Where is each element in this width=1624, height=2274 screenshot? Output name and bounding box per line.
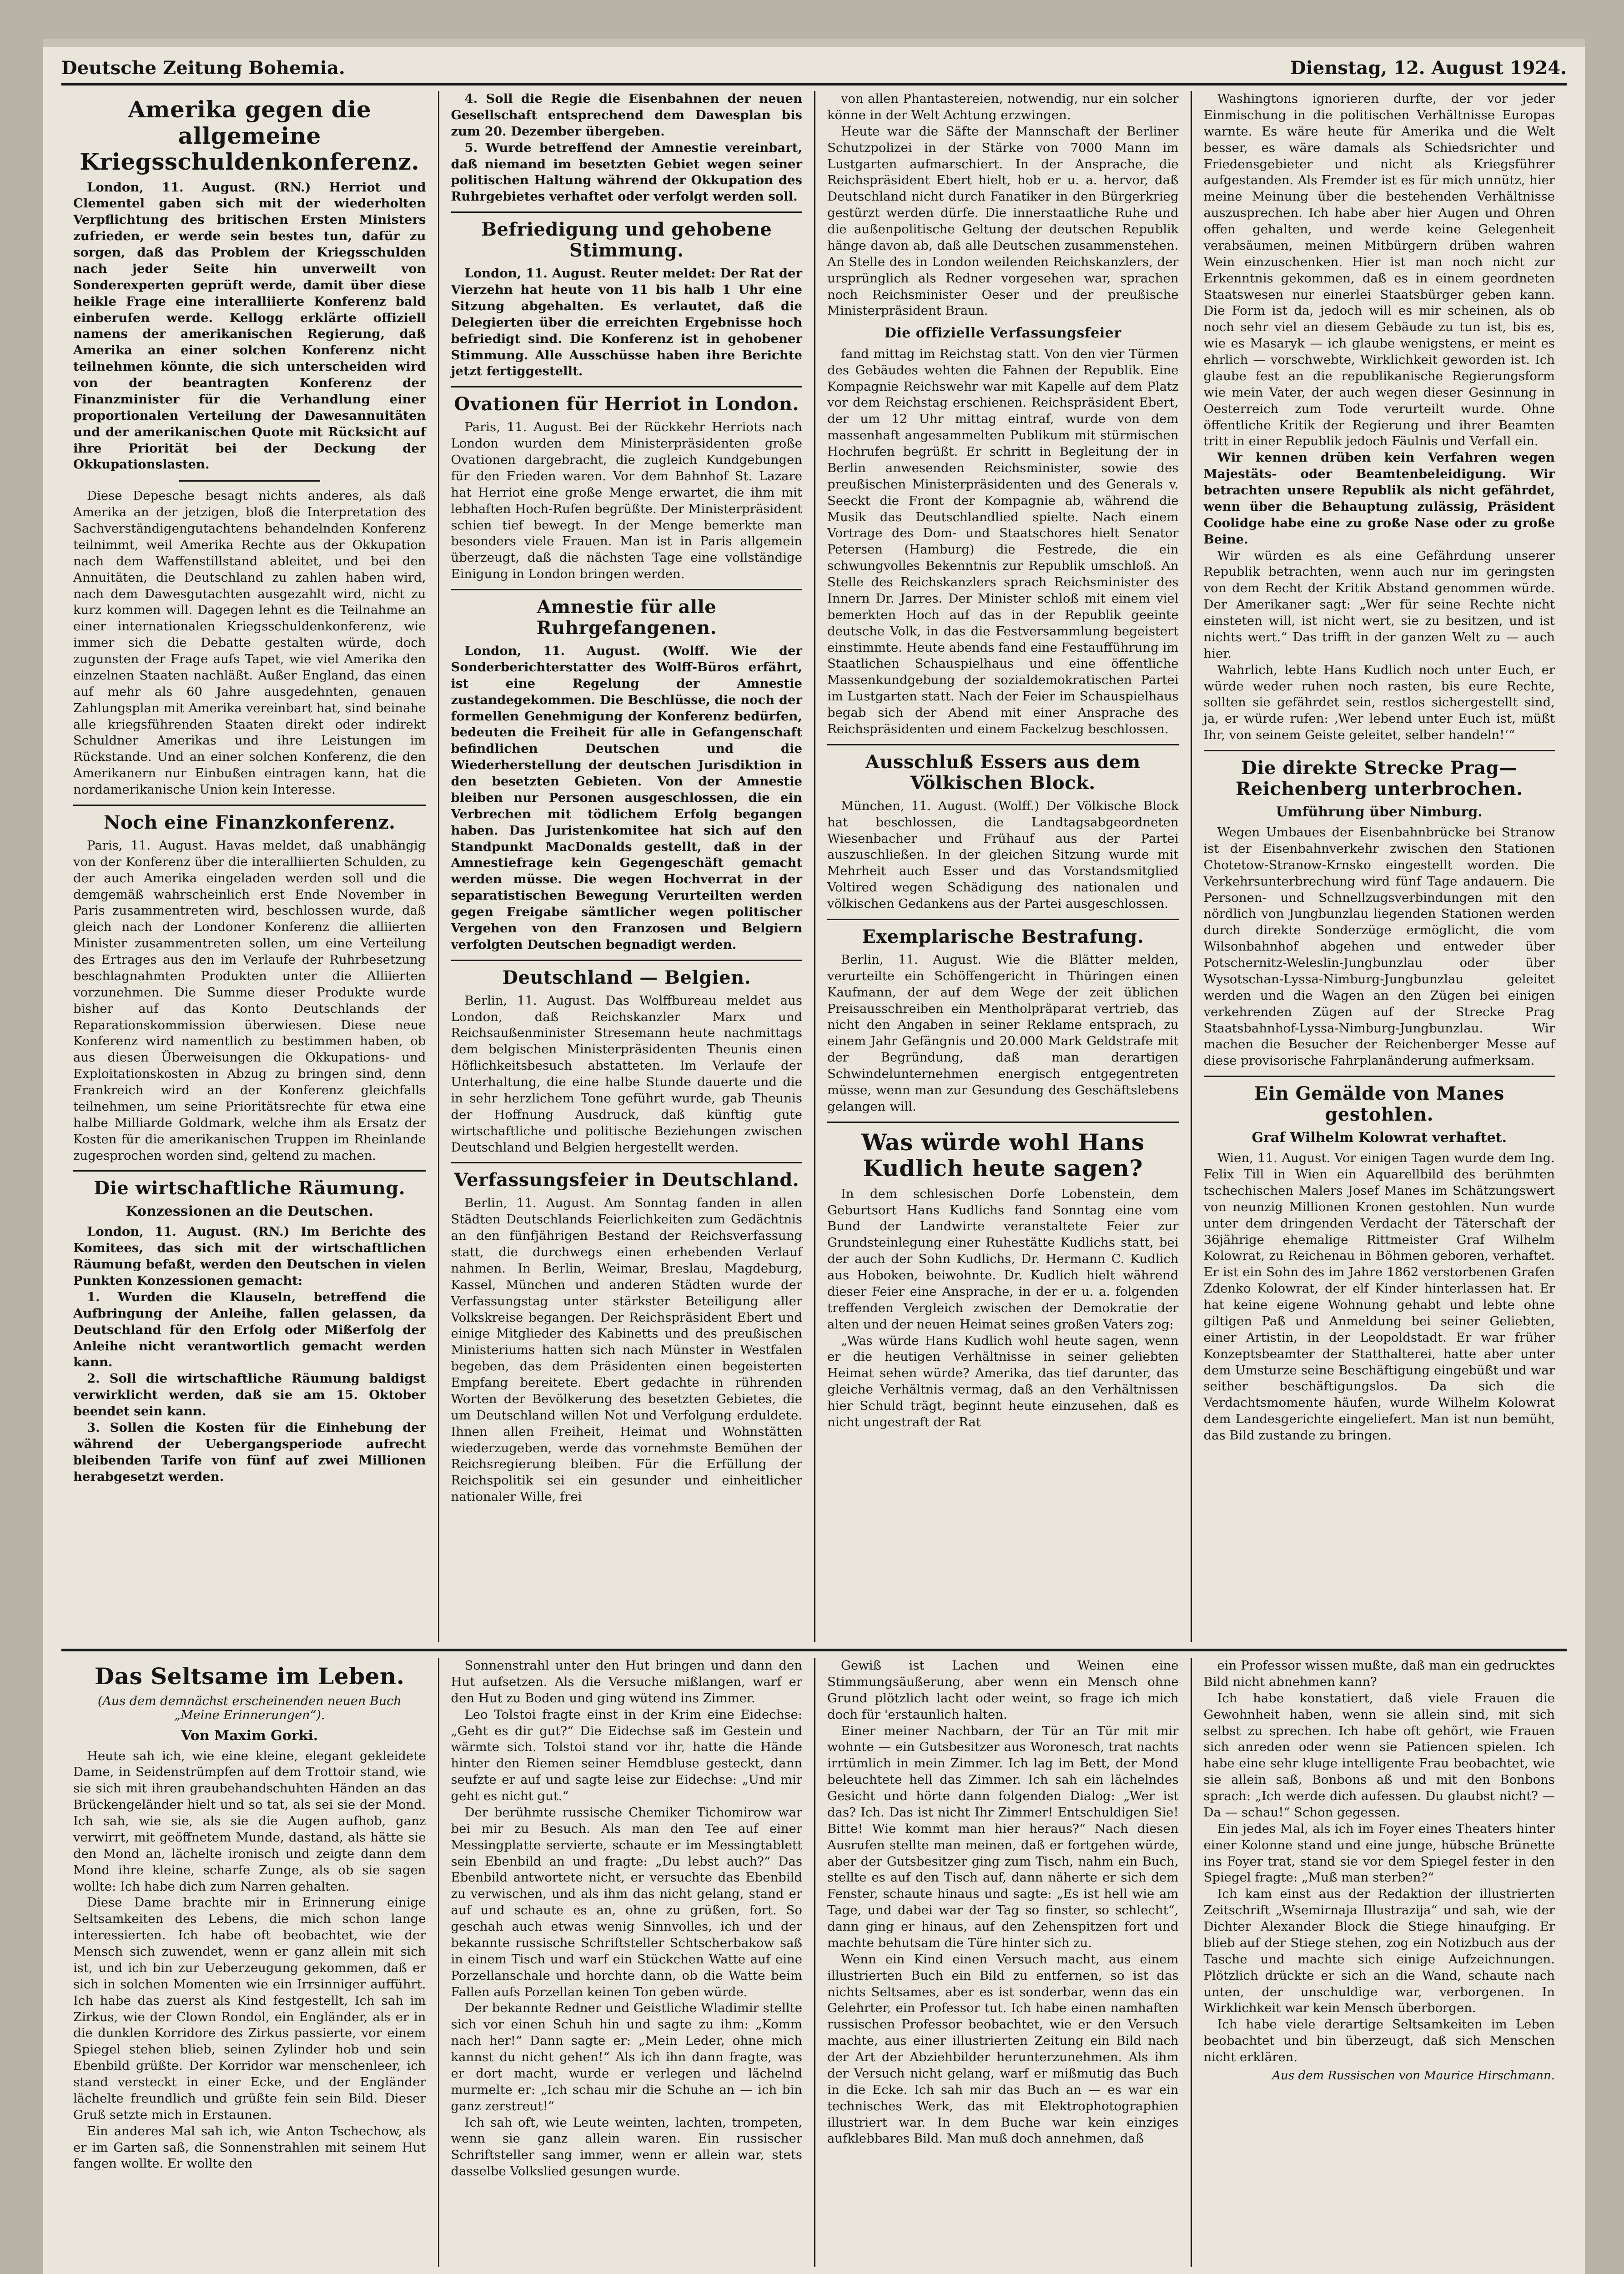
- divider: [73, 805, 426, 806]
- article-paragraph: Berlin, 11. August. Das Wolffbureau meldet aus London, daß Reichskanzler Marx und Reichsaußenminister Stresemann heute nachmittags dem belgischen Ministerpräsidenten Theunis einen Höflichkeitsbesuch abstatteten. Im Verlaufe der Unterhaltung, die eine halbe Stunde dauerte und die in sehr herzlichem Tone geführt wurde, gab Theunis der Hoffnung Ausdruck, daß künftig gute wirtschaftliche und politische Beziehungen zwischen Deutschland und Belgien hergestellt werden.: [451, 993, 802, 1155]
- article-lead: London, 11. August. (RN.) Herriot und Clementel gaben sich mit der wiederholten Verpflichtung des britischen Ersten Ministers zufrieden, er werde sein bestes tun, dafür zu sorgen, daß das Problem der Kriegsschulden nach jeder Seite hin unverweilt von Sonderexperten geprüft werde, damit über diese heikle Frage eine interalliierte Konferenz bald einberufen werde. Kellogg erklärte offiziell namens der amerikanischen Regierung, daß Amerika an einer solchen Konferenz nicht teilnehmen könnte, die sich unterscheiden wird von der beantragten Konferenz der Finanzminister für die Verhandlung einer proportionalen Verteilung der Dawesannuitäten und der amerikanischen Quote mit Rücksicht auf ihre Priorität bei der Deckung der Okkupationslasten.: [73, 180, 426, 472]
- article-paragraph: London, 11. August. Reuter meldet: Der Rat der Vierzehn hat heute von 11 bis halb 1 Uhr eine Sitzung abgehalten. Es verlautet, daß die Delegierten über die erreichten Ergebnisse hoch befriedigt sind. Die Konferenz ist in gehobener Stimmung. Alle Ausschüsse haben ihre Berichte jetzt fertiggestellt.: [451, 266, 802, 379]
- article-paragraph: London, 11. August. (Wolff. Wie der Sonderberichterstatter des Wolff-Büros erfährt, ist eine Regelung der Amnestie zustandegekommen. Die Beschlüsse, die noch der formellen Genehmigung der Konferenz bedürfen, bedeuten die Freiheit für alle in Gefangenschaft befindlichen Deutschen und die Wiederherstellung der deutschen Jurisdiktion in den besetzten Gebieten. Von der Amnestie bleiben nur Personen ausgeschlossen, die ein Verbrechen mit tödlichem Erfolg begangen haben. Das Juristenkomitee hat sich auf den Standpunkt MacDonalds gestellt, daß in der Amnestiefrage kein Gegengeschäft gemacht werden müsse. Die wegen Hochverrat in der separatistischen Bewegung Verurteilten werden gegen Freigabe sämtlicher wegen politischer Vergehen von den Franzosen und Belgiern verfolgten Deutschen begnadigt werden.: [451, 644, 802, 952]
- column-4: [1191, 91, 1567, 1642]
- page-header: [61, 56, 1567, 86]
- article-list-item: 1. Wurden die Klauseln, betreffend die Aufbringung der Anleihe, fallen gelassen, da Deutschland für den Erfolg oder Mißerfolg der Anleihe nicht verantwortlich gemacht werden kann.: [73, 1289, 426, 1370]
- article-paragraph: Der bekannte Redner und Geistliche Wladimir stellte sich vor einen Schuh hin und sagte zu ihm: „Komm nach her!“ Dann sagte er: „Mein Leder, ohne mich kannst du nicht gehen!“ Als ich ihn dann fragte, was er dort macht, wurde er verlegen und lächelnd murmelte er: „Ich schau mir die Schuhe an — ich bin ganz zerstreut!“: [451, 2001, 802, 2113]
- article-paragraph: Einer meiner Nachbarn, der Tür an Tür mit mir wohnte — ein Gutsbesitzer aus Woronesch, trat nachts irrtümlich in mein Zimmer. Ich lag im Bett, der Mond beleuchtete hell das Zimmer. Ich sah ein lächelndes Gesicht und hörte dann folgenden Dialog: „Wer ist das? Ich. Das ist nicht Ihr Zimmer! Entschuldigen Sie! Bitte! Wie kommt man hier heraus?“ Nach diesen Ausrufen stellte man meinen, daß er fortgehen würde, aber der Gutsbesitzer ging zum Tisch, nahm ein Buch, stellte es auf den Tisch auf, dann näherte er sich dem Fenster, schaute hinaus und sagte: „Es ist hell wie am Tage, und dabei war der Tag so finster, so schlecht“, dann ging er hinaus, auf den Zehenspitzen fort und machte behutsam die Türe hinter sich zu.: [827, 1723, 1179, 1950]
- divider: [1204, 750, 1555, 751]
- article-paragraph: Wahrlich, lebte Hans Kudlich noch unter Euch, er würde weder ruhen noch rasten, bis eure Rechte, sollten sie gefährdet sein, restlos sichergestellt sind, ja, er würde rufen: ‚Wer lebend unter Euch ist, müßt Ihr, von seinem Geiste geleitet, selber handeln!‘“: [1203, 662, 1555, 743]
- article-title: Noch eine Finanzkonferenz.: [104, 811, 396, 833]
- article-list-item: 5. Wurde betreffend der Amnestie vereinbart, daß niemand im besetzten Gebiet wegen seiner politischen Haltung während der Okkupation des Ruhrgebietes verhaftet oder verfolgt werden soll.: [451, 140, 802, 204]
- article-subtitle: Die offizielle Verfassungsfeier: [884, 325, 1121, 342]
- article-title: Was würde wohl Hans Kudlich heute sagen?: [861, 1128, 1145, 1182]
- article-paragraph: Ich habe viele derartige Seltsamkeiten im Leben beobachtet und bin überzeugt, daß sich Menschen nicht erklären.: [1203, 2017, 1555, 2064]
- feuilleton-title: Das Seltsame im Leben.: [94, 1663, 405, 1690]
- article-paragraph: Ich habe konstatiert, daß viele Frauen die Gewohnheit haben, wenn sie allein sind, mit sich selbst zu sprechen. Ich habe oft gehört, wie Frauen sich anreden oder wenn sie Patiencen spielen. Ich habe eine sehr kluge intelligente Frau beobachtet, wie sie allein saß, Bonbons aß und mit den Bonbons sprach: „Ich werde dich aufessen. Du glaubst nicht? — Da — schau!“ Schon gegessen.: [1203, 1690, 1555, 1820]
- article-paragraph: Wir kennen drüben kein Verfahren wegen Majestäts- oder Beamtenbeleidigung. Wir betrachten unsere Republik als nicht gefährdet, wenn über die Behauptung zulässig, Präsident Coolidge habe eine zu große Nase oder zu große Beine.: [1203, 450, 1555, 547]
- article-paragraph: Berlin, 11. August. Am Sonntag fanden in allen Städten Deutschlands Feierlichkeiten zum Gedächtnis an den fünfjährigen Bestand der Reichsverfassung statt, die durchwegs einen erhebenden Verlauf nahmen. In Berlin, Weimar, Breslau, Magdeburg, Kassel, München und anderen Städten wurde der Verfassungstag unter stärkster Beteiligung aller Volkskreise begangen. Der Reichspräsident Ebert und einige Mitglieder des Kabinetts und des preußischen Ministeriums hatten sich nach Münster in Westfalen begeben, das dem Präsidenten einen begeisterten Empfang bereitete. Ebert gedachte in rührenden Worten der Bevölkerung des besetzten Gebietes, die um Deutschland willen Not und Verfolgung erduldete. Ihnen allen Freiheit, Heimat und Wohnstätten wiederzugeben, werde das vornehmste Bemühen der Reichsregierung bleiben. Für die Erfüllung der Reichspolitik sei ein gesunder und einheitlicher nationaler Wille, frei: [451, 1196, 802, 1504]
- divider: [73, 1170, 426, 1172]
- article-paragraph: Ich sah oft, wie Leute weinten, lachten, trompeten, wenn sie ganz allein waren. Ein russischer Schriftsteller sang immer, wenn er allein war, stets dasselbe Volkslied gesungen wurde.: [451, 2115, 802, 2179]
- article-title: Ein Gemälde von Manes gestohlen.: [1254, 1083, 1504, 1126]
- article-paragraph: „Was würde Hans Kudlich wohl heute sagen, wenn er die heutigen Verhältnisse in seiner geliebten Heimat sehen würde? Amerika, das tief darunter, das gleiche Verhältnis vermag, daß an den Verhältnissen hier Schuld trägt, beginnt heute einzusehen, daß es nicht ungestraft der Rat: [827, 1333, 1179, 1429]
- article-paragraph: Wien, 11. August. Vor einigen Tagen wurde dem Ing. Felix Till in Wien ein Aquarellbild des berühmten tschechischen Malers Josef Manes im Schätzungswert von neunzig Millionen Kronen gestohlen. Nun wurde unter dem dringenden Verdacht der Täterschaft der 36jährige ehemalige Rittmeister Graf Wilhelm Kolowrat, zu Reichenau in Böhmen geboren, verhaftet. Er ist ein Sohn des im Jahre 1862 verstorbenen Grafen Zdenko Kolowrat, der elf Kinder hinterlassen hat. Er hat keine eigene Wohnung gehabt und lebte ohne giltigen Paß und Anmeldung bei seiner Geliebten, einer Artistin, in der Leopoldstadt. Er war früher Konzeptsbeamter der Statthalterei, hatte aber unter dem Umsturze seine Beschäftigung eingebüßt und war seither beschäftigungslos. Da sich die Verdachtsmomente häufen, wurde Wilhelm Kolowrat dem Landesgerichte eingeliefert. Man ist nun bemüht, das Bild zustande zu bringen.: [1203, 1151, 1555, 1443]
- column-3: [814, 91, 1191, 1642]
- article-title: Die wirtschaftliche Räumung.: [94, 1177, 406, 1199]
- article-paragraph: Heute sah ich, wie eine kleine, elegant gekleidete Dame, in Seidenstrümpfen auf dem Trottoir stand, wie sie sich mit ihren graubehandschuhten Händen an das Brückengeländer hielt und so tat, als sei sie der Mond. Ich sah, wie sie, als sie die Augen aufhob, ganz verwirrt, mit geöffnetem Munde, dastand, als hätte sie den Mond an, lächelte ironisch und zeigte dann dem Mond ihre kleine, scharfe Zunge, als ob sie sagen wollte: Ich habe dich zum Narren gehalten.: [73, 1748, 426, 1894]
- divider: [451, 386, 803, 387]
- newspaper-page: [43, 39, 1585, 2274]
- feuilleton-column-3: [814, 1658, 1191, 2267]
- article-paragraph: Sonnenstrahl unter den Hut bringen und dann den Hut aufsetzen. Als die Versuche mißlangen, warf er den Hut zu Boden und ging wütend ins Zimmer.: [451, 1658, 802, 1706]
- divider: [1204, 1076, 1555, 1077]
- feuilleton-section: [61, 1658, 1567, 2267]
- article-paragraph: Ich kam einst aus der Redaktion der illustrierten Zeitschrift „Wsemirnaja Illustrazija“ und sah, wie der Dichter Alexander Block die Stiege hinaufging. Er blieb auf der Stiege stehen, zog ein Notizbuch aus der Tasche und machte sich einige Aufzeichnungen. Plötzlich drückte er sich an die Wand, schaute nach unten, der unschuldige war, verborgenen. In Wirklichkeit war kein Mensch überborgen.: [1203, 1887, 1555, 2016]
- article-list-item: 2. Soll die wirtschaftliche Räumung baldigst verwirklicht werden, daß sie am 15. Oktober beendet sein kann.: [73, 1371, 426, 1419]
- column-2: [438, 91, 815, 1642]
- feuilleton-column-1: [61, 1658, 438, 2267]
- article-title: Ausschluß Essers aus dem Völkischen Block.: [865, 751, 1141, 794]
- feuilleton-author: Von Maxim Gorki.: [181, 1727, 318, 1744]
- issue-date: Dienstag, 12. August 1924.: [1290, 57, 1567, 79]
- article-paragraph: In dem schlesischen Dorfe Lobenstein, dem Geburtsort Hans Kudlichs fand Sonntag eine vom Bund der Landwirte veranstaltete Feier zur Grundsteinlegung einer Ruhestätte Kudlichs statt, bei der auch der Sohn Kudlichs, Dr. Hermann C. Kudlich aus Hoboken, beiwohnte. Dr. Kudlich hielt während dieser Feier eine Ansprache, in der er u. a. folgenden treffenden Vergleich zwischen der Demokratie der alten und der neuen Heimat seines großen Vaters zog:: [827, 1186, 1179, 1332]
- article-list-item: 3. Sollen die Kosten für die Einhebung der während der Uebergangsperiode aufrecht bleibenden Tarife von fünf auf zwei Millionen herabgesetzt werden.: [73, 1420, 426, 1484]
- divider: [827, 919, 1179, 920]
- divider: [451, 1162, 803, 1163]
- divider: [451, 211, 803, 213]
- divider: [179, 480, 320, 482]
- article-paragraph: Paris, 11. August. Havas meldet, daß unabhängig von der Konferenz über die interalliierten Schulden, zu der auch Amerika eingeladen werden soll und die demgemäß wahrscheinlich erst Ende November in Paris zusammentreten wird, beschlossen wurde, daß gleich nach der Londoner Konferenz die alliierten Minister zusammentreten sollen, um eine Verteilung des Ertrages aus den im Verlaufe der Ruhrbesetzung beschlagnahmten Produkten unter die Alliierten vorzunehmen. Die Summe dieser Produkte wurde bisher auf das Konto Deutschlands der Reparationskommission überwiesen. Diese neue Konferenz wird namentlich zu bestimmen haben, ob aus diesen Überweisungen die Okkupations- und Exploitationskosten in Abzug zu bringen sind, denn Frankreich wird an der Konferenz gleichfalls teilnehmen, um seine Prioritätsrechte für etwa eine halbe Milliarde Goldmark, welche ihm als Ersatz der Kosten für die amerikanischen Truppen im Rheinlande zugesprochen worden sind, geltend zu machen.: [73, 838, 426, 1163]
- article-paragraph: Washingtons ignorieren durfte, der vor jeder Einmischung in die politischen Verhältnisse Europas warnte. Es wäre heute für Amerika und die Welt besser, es wäre damals als Schiedsrichter und Friedensgebieter und nicht als Kriegsführer aufgestanden. Als Fremder ist es für mich unnütz, hier meine Meinung über die bestehenden Verhältnisse auszusprechen. Ich habe aber hier Augen und Ohren offen gehalten, und werde keine Gelegenheit verabsäumen, meinen Mitbürgern drüben wahren Wein einzuschenken. Hier ist man noch nicht zur Erkenntnis gekommen, daß es in einem geordneten Staatswesen nur einerlei Staatsbürger geben kann. Die Form ist da, jedoch will es mir scheinen, als ob noch sehr viel an diesem Gebäude zu tun ist, bis es, wie es Masaryk — ich glaube wenigstens, er meint es ehrlich — vorschwebte, Wirklichkeit geworden ist. Ich glaube fest an die republikanische Regierungsform wie mein Vater, der auch wegen dieser Gesinnung in Oesterreich zum Tode verurteilt wurde. Ohne öffentliche Kritik der Regierung und ihrer Beamten tritt in einer Republik jedoch Fäulnis und Verfall ein.: [1203, 91, 1555, 449]
- translator-note: Aus dem Russischen von Maurice Hirschmann.: [1272, 2068, 1555, 2083]
- feuilleton-rule: [61, 1649, 1567, 1651]
- feuilleton-subtitle: (Aus dem demnächst erscheinenden neuen Buch „Meine Erinnerungen“).: [97, 1694, 402, 1722]
- article-paragraph: Wir würden es als eine Gefährdung unserer Republik betrachten, wenn auch nur im geringsten von dem Recht der Kritik Abstand genommen würde. Der Amerikaner sagt: „Wer für seine Rechte nicht einsteten will, ist nicht wert, sie zu besitzen, und ist nichts wert.“ Das trifft in der ganzen Welt zu — auch hier.: [1203, 548, 1555, 661]
- article-title: Ovationen für Herriot in London.: [454, 393, 799, 415]
- divider: [827, 1122, 1179, 1123]
- divider: [451, 589, 803, 590]
- divider: [827, 744, 1179, 745]
- scan-edge: [43, 39, 1585, 47]
- upper-section: [61, 91, 1567, 1642]
- article-title: Amerika gegen die allgemeine Kriegsschuldenkonferenz.: [80, 96, 420, 175]
- article-paragraph: Heute war die Säfte der Mannschaft der Berliner Schutzpolizei in der Stärke von 7000 Mann im Lustgarten aufmarschiert. In der Ansprache, die Reichspräsident Ebert hielt, hob er u. a. hervor, daß Deutschland nicht durch Fanatiker in den Bürgerkrieg gestürzt werden dürfe. Die innerstaatliche Ruhe und die außenpolitische Geltung der deutschen Republik hänge davon ab, daß alle Deutschen zusammenstehen. An Stelle des in London weilenden Reichskanzlers, der ursprünglich als Redner vorgesehen war, sprachen noch Reichsminister Oeser und der preußische Ministerpräsident Braun.: [827, 124, 1179, 318]
- article-paragraph: Wenn ein Kind einen Versuch macht, aus einem illustrierten Buch ein Bild zu entfernen, so ist das nichts Seltsames, aber es ist sonderbar, wenn das ein Gelehrter, ein Professor tut. Ich habe einen namhaften russischen Professor beobachtet, wie er den Versuch machte, aus einer illustrierten Zeitung ein Bild nach der Art der Abziehbilder herunterzunehmen. Als ihm der Versuch nicht gelang, warf er mißmutig das Buch in die Ecke. Ich sah mir das Buch an — es war ein technisches Werk, das mit Elektrophotographien illustriert war. In dem Buche war kein einziges aufklebbares Bild. Man muß doch annehmen, daß: [827, 1952, 1179, 2146]
- article-paragraph: Ein anderes Mal sah ich, wie Anton Tschechow, als er im Garten saß, die Sonnenstrahlen mit seinem Hut fangen wollte. Er wollte den: [73, 2123, 426, 2171]
- article-paragraph: Berlin, 11. August. Wie die Blätter melden, verurteilte ein Schöffengericht in Thüringen einen Kaufmann, der auf dem Wege der zeit üblichen Preisausschreiben ein Mentholpräparat vertrieb, das nicht den Angaben in seiner Reklame entsprach, zu einem Jahr Gefängnis und 20.000 Mark Geldstrafe mit der Begründung, daß man derartigen Schwindelunternehmen energisch entgegentreten müsse, wenn man zur Gesundung des Geschäftslebens gelangen will.: [827, 952, 1179, 1114]
- newspaper-name: Deutsche Zeitung Bohemia.: [61, 57, 345, 79]
- article-title: Befriedigung und gehobene Stimmung.: [481, 219, 772, 262]
- article-paragraph: Diese Depesche besagt nichts anderes, als daß Amerika an der jetzigen, bloß die Interpretation des Sachverständigengutachtens behandelnden Konferenz teilnimmt, weil Amerika Rechte aus der Okkupation nach dem Waffenstillstand ableitet, und bei den Annuitäten, die Deutschland zu zahlen haben wird, nach dem Dawesgutachten ausgezahlt wird, nicht zu kurz kommen will. Dagegen lehnt es die Teilnahme an einer internationalen Kriegsschuldenkonferenz, wie immer sich die Debatte gestalten würde, doch zugunsten der Frage aufs Tapet, wie viel Amerika den einzelnen Staaten nachläßt. Außer England, das einen auf mehr als 60 Jahre ausgedehnten, genauen Zahlungsplan mit Amerika vereinbart hat, sind beinahe alle kriegsführenden Staaten direkt oder indirekt Schuldner Amerikas und ihre Leistungen im Rückstande. Und an einer solchen Konferenz, die den Amerikanern nur Einbußen eintragen kann, hat die nordamerikanische Union kein Interesse.: [73, 488, 426, 797]
- article-paragraph: ein Professor wissen mußte, daß man ein gedrucktes Bild nicht abnehmen kann?: [1203, 1658, 1555, 1689]
- article-subtitle: Graf Wilhelm Kolowrat verhaftet.: [1252, 1130, 1507, 1146]
- article-paragraph: von allen Phantastereien, notwendig, nur ein solcher könne in der Welt Achtung erzwingen.: [827, 91, 1179, 122]
- article-paragraph: München, 11. August. (Wolff.) Der Völkische Block hat beschlossen, die Landtagsabgeordneten Wiesenbacher und Frühauf aus der Partei auszuschließen. In der gleichen Sitzung wurde mit Mehrheit auch Esser und das Vorstandsmitglied Voltired wegen Schädigung des nationalen und völkischen Gedankens aus der Partei ausgeschlossen.: [827, 798, 1179, 911]
- article-title: Die direkte Strecke Prag—Reichenberg unterbrochen.: [1235, 757, 1523, 800]
- article-paragraph: Ein jedes Mal, als ich im Foyer eines Theaters hinter einer Kolonne stand und eine junge, hübsche Brünette ins Foyer trat, stand sie vor dem Spiegel fester in den Spiegel fragte: „Muß man sterben?“: [1203, 1821, 1555, 1885]
- column-1: [61, 91, 438, 1642]
- feuilleton-column-2: [438, 1658, 815, 2267]
- article-subtitle: Umführung über Nimburg.: [1276, 804, 1483, 820]
- article-paragraph: Diese Dame brachte mir in Erinnerung einige Seltsamkeiten des Lebens, die mich schon lange interessierten. Ich habe oft beobachtet, wie der Mensch sich zuwendet, wenn er ganz allein mit sich ist, und ich bin zur Ueberzeugung gekommen, daß er sich in solchen Momenten wie ein Irrsinniger aufführt. Ich habe das zuerst als Kind festgestellt, Ich sah im Zirkus, wie der Clown Rondol, ein Engländer, als er in die dunklen Korridore des Zirkus passierte, vor einem Spiegel stehen blieb, seinen Zylinder hob und sein Ebenbild grüßte. Der Korridor war menschenleer, ich stand versteckt in einer Ecke, und der Engländer lächelte freundlich und grüßte fein sein Bild. Dieser Gruß setzte mich in Erstaunen.: [73, 1895, 426, 2122]
- feuilleton-column-4: [1191, 1658, 1567, 2267]
- article-paragraph: Der berühmte russische Chemiker Tichomirow war bei mir zu Besuch. Als man den Tee auf einer Messingplatte servierte, schaute er im Messingtablett sein Ebenbild an und fragte: „Du lebst auch?“ Das Ebenbild antwortete nicht, er versuchte das Ebenbild zu verwischen, und als ihm das nicht gelang, stand er auf und schaute es an, ohne zu grüßen, fort. So geschah auch etwas wenig Sinnvolles, ich und der bekannte russische Schriftsteller Schtscherbakow saß in einem Tisch und warf ein Stückchen Watte auf eine Porzellanschale und horchte dann, ob die Watte beim Fallen aufs Porzellan keinen Ton geben würde.: [451, 1805, 802, 1999]
- divider: [451, 960, 803, 961]
- article-title: Exemplarische Bestrafung.: [862, 926, 1144, 947]
- article-list-item: 4. Soll die Regie die Eisenbahnen der neuen Gesellschaft entsprechend dem Dawesplan bis zum 20. Dezember übergeben.: [451, 91, 802, 139]
- article-lead: London, 11. August. (RN.) Im Berichte des Komitees, das sich mit der wirtschaftlichen Räumung befaßt, werden den Deutschen in vielen Punkten Konzessionen gemacht:: [73, 1224, 426, 1288]
- article-subtitle: Konzessionen an die Deutschen.: [126, 1203, 373, 1220]
- article-paragraph: Wegen Umbaues der Eisenbahnbrücke bei Stranow ist der Eisenbahnverkehr zwischen den Stationen Chotetow-Stranow-Krnsko eingestellt worden. Die Verkehrsunterbrechung wird fünf Tage andauern. Die Personen- und Schnellzugsverbindungen mit den nördlich von Jungbunzlau liegenden Stationen werden durch direkte Sonderzüge ermöglicht, die vom Wilsonbahnhof abgehen und entweder über Potschernitz-Weleslin-Jungbunzlau oder über Wysotschan-Lyssa-Nimburg-Jungbunzlau geleitet werden und die Wagen an den Zügen bei einigen verkehrenden Zügen auf der Strecke Prag Staatsbahnhof-Lyssa-Nimburg-Jungbunzlau. Wir machen die Besucher der Reichenberger Messe auf diese provisorische Fahrplanänderung aufmerksam.: [1203, 825, 1555, 1068]
- article-paragraph: Paris, 11. August. Bei der Rückkehr Herriots nach London wurden dem Ministerpräsidenten große Ovationen dargebracht, die zugleich Kundgebungen für den Frieden waren. Vor dem Bahnhof St. Lazare hat Herriot eine große Menge erwartet, die ihm mit lebhaften Hoch-Rufen begrüßte. Der Ministerpräsident schien tief bewegt. In der Menge bemerkte man besonders viele Frauen. Man ist in Paris allgemein überzeugt, daß die nächsten Tage eine vollständige Einigung in London bringen werden.: [451, 420, 802, 582]
- article-paragraph: Gewiß ist Lachen und Weinen eine Stimmungsäußerung, aber wenn ein Mensch ohne Grund plötzlich lacht oder weint, so frage ich mich doch für 'erstaunlich halten.: [827, 1658, 1179, 1722]
- article-title: Amnestie für alle Ruhrgefangenen.: [536, 596, 717, 639]
- article-paragraph: fand mittag im Reichstag statt. Von den vier Türmen des Gebäudes wehten die Fahnen der Republik. Eine Kompagnie Reichswehr war mit Kapelle auf dem Platz vor dem Reichstag erschienen. Reichspräsident Ebert, der um 12 Uhr mittag eintraf, wurde von dem massenhaft angesammelten Publikum mit stürmischen Hochrufen begrüßt. Er schritt in Begleitung der in Berlin anwesenden Reichsminister, sowie des preußischen Ministerpräsidenten und des Generals v. Seeckt die Front der Kompagnie ab, während die Musik das Deutschlandlied spielte. Nach einem Vortrage des Dom- und Staatschores hielt Senator Petersen (Hamburg) die Festrede, die ein schwungvolles Bekenntnis zur Republik umschloß. An Stelle des Reichskanzlers sprach Reichsminister des Innern Dr. Jarres. Der Minister schloß mit einem viel bemerkten Hoch auf das in der Republik geeinte deutsche Volk, in das die Festversammlung begeistert einstimmte. Heute abends fand eine Festaufführung im Staatlichen Schauspielhaus und eine öffentliche Massenkundgebung der sozialdemokratischen Partei im Lustgarten statt. Nach der Feier im Schauspielhaus begab sich der Abend mit einer Ansprache des Reichspräsidenten und einem Fackelzug beschlossen.: [827, 346, 1179, 736]
- article-title: Verfassungsfeier in Deutschland.: [454, 1169, 799, 1191]
- article-title: Deutschland — Belgien.: [502, 966, 751, 988]
- article-paragraph: Leo Tolstoi fragte einst in der Krim eine Eidechse: „Geht es dir gut?“ Die Eidechse saß im Gestein und wärmte sich. Tolstoi stand vor ihr, hatte die Hände hinter den Riemen seiner Hemdbluse gesteckt, dann seufzte er auf und sagte leise zur Eidechse: „Und mir geht es nicht gut.“: [451, 1707, 802, 1803]
